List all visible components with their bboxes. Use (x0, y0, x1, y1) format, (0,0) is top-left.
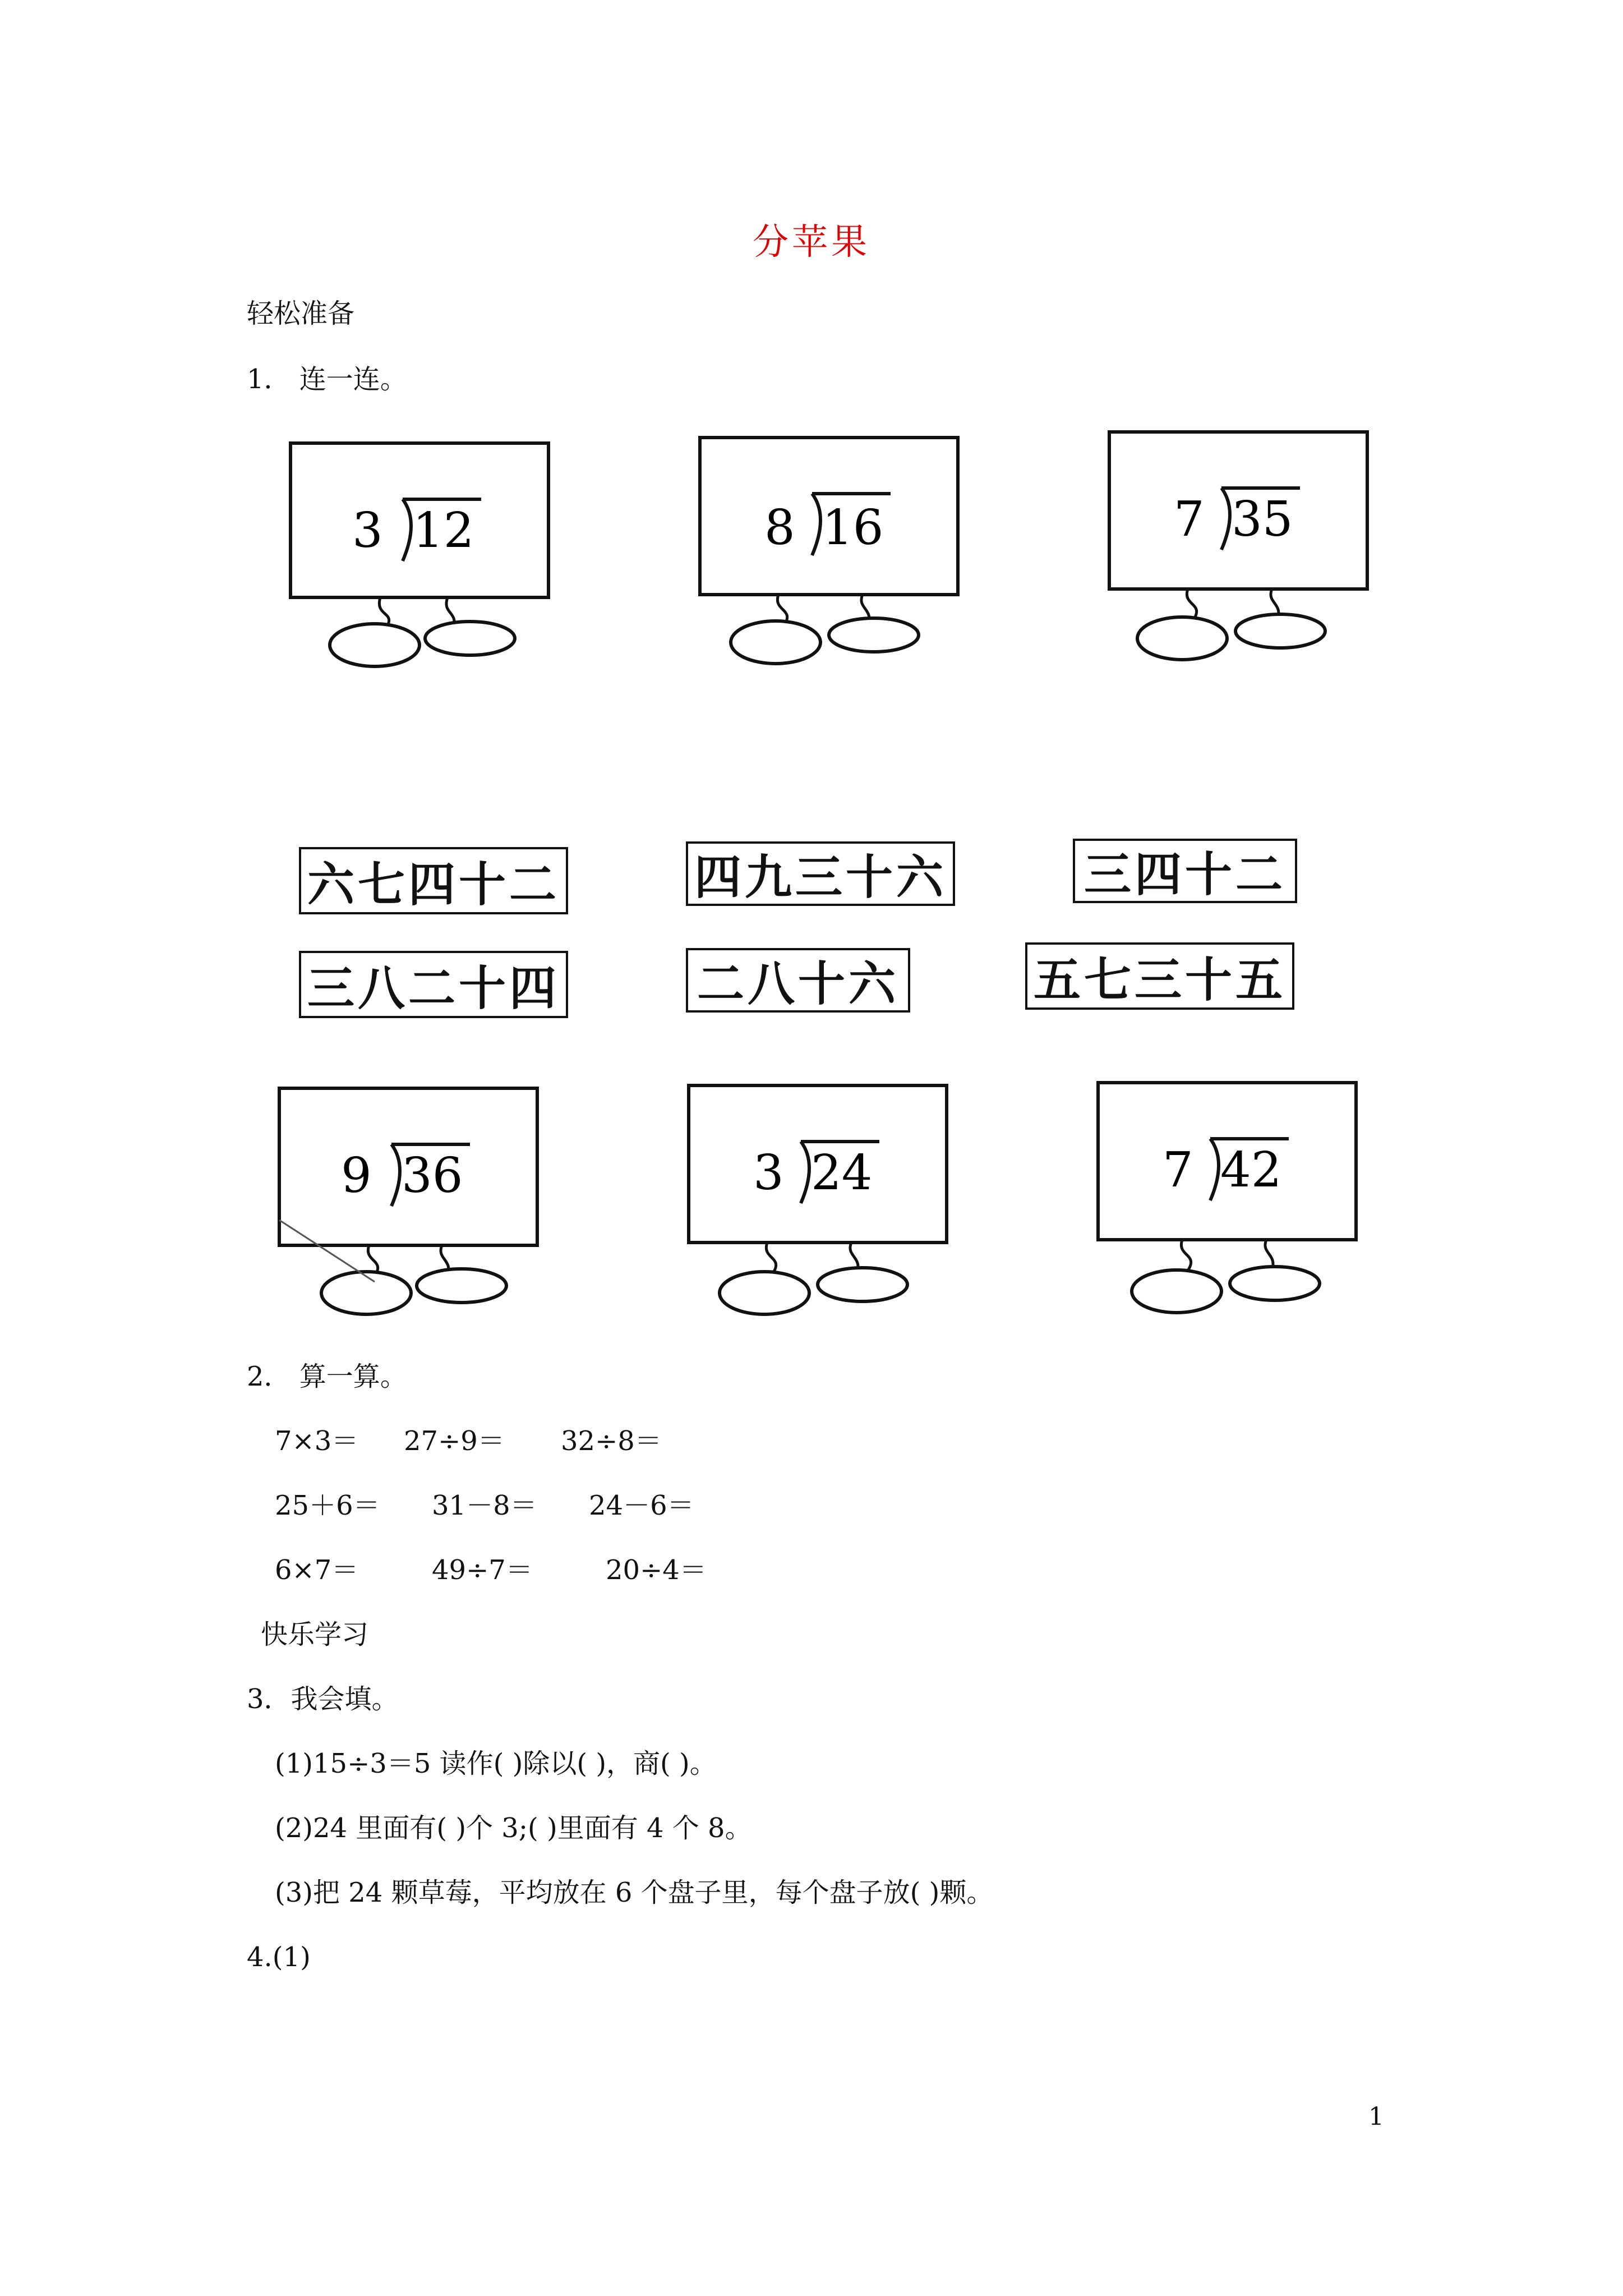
divisor: 7 (1163, 1142, 1193, 1198)
problem-1-heading: 1． 连一连。 (247, 364, 407, 395)
fill-in-item: (2)24 里面有( )个 3;( )里面有 4 个 8。 (275, 1812, 752, 1844)
page-title: 分苹果 (753, 222, 870, 263)
verse-box: 六七四十二 (299, 847, 568, 914)
divisor: 7 (1174, 491, 1205, 547)
calc-item: 24－6＝ (589, 1490, 694, 1521)
verse-box: 三八二十四 (299, 951, 568, 1018)
calc-item: 49÷7＝ (432, 1554, 533, 1586)
division-card (689, 1085, 947, 1314)
divisor: 8 (764, 500, 795, 556)
dividend: 42 (1220, 1142, 1282, 1198)
fill-in-item: (1)15÷3＝5 读作( )除以( )，商( )。 (275, 1748, 717, 1779)
verse-box: 五七三十五 (1025, 942, 1294, 1010)
problem-4-heading: 4.(1) (247, 1941, 311, 1973)
verse-box: 三四十二 (1073, 839, 1297, 903)
verse-box: 二八十六 (686, 948, 910, 1013)
divisor: 3 (753, 1145, 784, 1201)
division-card (1109, 432, 1367, 660)
calc-item: 6×7＝ (275, 1554, 359, 1586)
calc-item: 20÷4＝ (606, 1554, 707, 1586)
section-heading-happy-learning: 快乐学习 (261, 1619, 369, 1650)
calc-item: 27÷9＝ (404, 1425, 505, 1457)
calc-item: 25＋6＝ (275, 1490, 380, 1521)
divisor: 3 (352, 503, 383, 559)
problem-3-heading: 3．我会填。 (247, 1683, 399, 1715)
dividend: 12 (413, 503, 474, 559)
section-heading-preparation: 轻松准备 (247, 298, 355, 329)
verse-box: 四九三十六 (686, 841, 955, 906)
calc-item: 7×3＝ (275, 1425, 359, 1457)
dividend: 16 (822, 500, 884, 556)
problem-2-heading: 2． 算一算。 (247, 1361, 407, 1392)
calc-item: 32÷8＝ (561, 1425, 662, 1457)
page-number: 1 (1368, 2102, 1384, 2131)
divisor: 9 (341, 1148, 372, 1204)
fill-in-item: (3)把 24 颗草莓，平均放在 6 个盘子里，每个盘子放( )颗。 (275, 1877, 994, 1908)
dividend: 35 (1232, 491, 1293, 547)
division-card (1098, 1083, 1356, 1313)
calc-item: 31－8＝ (432, 1490, 537, 1521)
division-card (291, 443, 548, 666)
division-card (279, 1088, 537, 1314)
dividend: 24 (811, 1145, 873, 1201)
matching-figure (246, 415, 1390, 1335)
dividend: 36 (402, 1148, 463, 1204)
division-card (700, 438, 958, 664)
